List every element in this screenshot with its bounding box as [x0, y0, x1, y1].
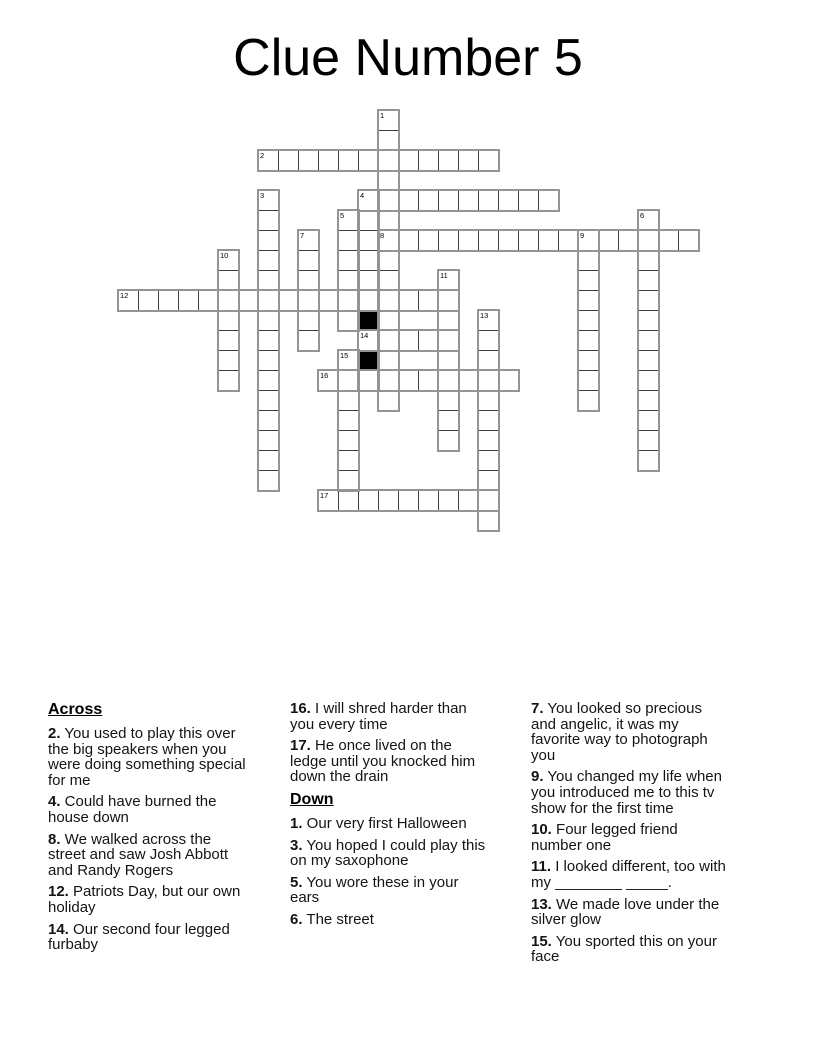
grid-cell[interactable] — [338, 450, 359, 471]
clue-text: You hoped I could play this on my saxophone — [290, 836, 486, 870]
cell-number: 5 — [340, 210, 345, 220]
grid-cell[interactable] — [378, 110, 399, 131]
grid-cell[interactable] — [358, 250, 379, 271]
black-cell — [358, 310, 379, 331]
grid-cell[interactable] — [498, 370, 519, 391]
grid-cell[interactable] — [258, 210, 279, 231]
grid-cell[interactable] — [418, 330, 439, 351]
grid-cell[interactable] — [198, 290, 219, 311]
puzzle-title: Clue Number 5 — [233, 29, 583, 87]
grid-cell[interactable] — [398, 290, 419, 311]
clue-number: 2. — [48, 725, 61, 742]
cell-number: 4 — [360, 190, 365, 200]
grid-cell[interactable] — [678, 230, 699, 251]
grid-cell[interactable] — [338, 290, 359, 311]
grid-cell[interactable] — [578, 250, 599, 271]
grid-cell[interactable] — [398, 490, 419, 511]
clue — [290, 816, 490, 832]
grid-cell[interactable] — [478, 450, 499, 471]
grid-cell[interactable] — [338, 310, 359, 331]
grid-cell[interactable] — [438, 350, 459, 371]
clue-text: You looked so precious and angelic, it was my favorite way to photograph you — [531, 700, 708, 764]
grid-cell[interactable] — [298, 290, 319, 311]
grid-cell[interactable] — [338, 370, 359, 391]
grid-cell[interactable] — [438, 370, 459, 391]
grid-cell[interactable] — [478, 510, 499, 531]
clue-number: 7. — [531, 700, 544, 717]
grid-cell[interactable] — [538, 190, 559, 211]
clue — [531, 822, 731, 853]
grid-cell[interactable] — [378, 390, 399, 411]
grid-cell[interactable] — [338, 410, 359, 431]
cell-number: 7 — [300, 230, 305, 240]
grid-cell[interactable] — [378, 310, 399, 331]
grid-cell[interactable] — [558, 230, 579, 251]
grid-cell[interactable] — [318, 150, 339, 171]
grid-cell[interactable] — [338, 490, 359, 511]
grid-cell[interactable] — [118, 290, 139, 311]
grid-cell[interactable] — [258, 330, 279, 351]
grid-cell[interactable] — [578, 310, 599, 331]
grid-cell[interactable] — [318, 290, 339, 311]
clue-text: Could have burned the house down — [48, 793, 217, 826]
grid-cell[interactable] — [358, 190, 379, 211]
grid-cell[interactable] — [398, 150, 419, 171]
grid-cell[interactable] — [638, 210, 659, 231]
grid-cell[interactable] — [358, 290, 379, 311]
grid-cell[interactable] — [478, 230, 499, 251]
grid-cell[interactable] — [478, 190, 499, 211]
grid-cell[interactable] — [398, 190, 419, 211]
grid-cell[interactable] — [318, 490, 339, 511]
grid-cell[interactable] — [138, 290, 159, 311]
cell-number: 6 — [640, 210, 645, 220]
grid-cell[interactable] — [378, 370, 399, 391]
grid-cell[interactable] — [638, 430, 659, 451]
grid-cell[interactable] — [378, 270, 399, 291]
cell-number: 1 — [380, 110, 385, 120]
clue-text: The street — [302, 910, 374, 928]
clue-number: 17. — [290, 737, 311, 755]
clue-number: 10. — [531, 821, 552, 839]
grid-cell[interactable] — [478, 490, 499, 511]
clue — [290, 912, 490, 928]
grid-cell[interactable] — [358, 490, 379, 511]
clue-text: Our second four legged furbaby — [48, 920, 230, 954]
clues-column-3 — [531, 701, 731, 971]
grid-cell[interactable] — [378, 190, 399, 211]
grid-cell[interactable] — [298, 270, 319, 291]
grid-cell[interactable] — [658, 230, 679, 251]
grid-cell[interactable] — [578, 270, 599, 291]
clue — [48, 726, 248, 788]
grid-cell[interactable] — [258, 450, 279, 471]
grid-cell[interactable] — [378, 230, 399, 251]
clue-text: Our very first Halloween — [302, 814, 467, 832]
cell-number: 8 — [380, 230, 385, 240]
grid-cell[interactable] — [378, 290, 399, 311]
grid-cell[interactable] — [298, 330, 319, 351]
clue-text: He once lived on the ledge until you knocked him down the drain — [290, 737, 476, 786]
grid-cell[interactable] — [258, 230, 279, 251]
grid-cell[interactable] — [638, 390, 659, 411]
clue-text: Patriots Day, but our own holiday — [48, 883, 241, 916]
grid-cell[interactable] — [258, 430, 279, 451]
grid-cell[interactable] — [438, 310, 459, 331]
grid-cell[interactable] — [358, 270, 379, 291]
grid-cell[interactable] — [438, 330, 459, 351]
grid-cell[interactable] — [178, 290, 199, 311]
grid-cell[interactable] — [438, 490, 459, 511]
cell-number: 17 — [320, 490, 329, 500]
grid-cell[interactable] — [378, 350, 399, 371]
clue-number: 8. — [48, 830, 61, 848]
cell-number: 14 — [360, 330, 369, 340]
grid-cell[interactable] — [378, 490, 399, 511]
grid-cell[interactable] — [478, 370, 499, 391]
grid-cell[interactable] — [338, 210, 359, 231]
grid-cell[interactable] — [478, 410, 499, 431]
clue-number: 15. — [531, 932, 552, 950]
grid-cell[interactable] — [258, 350, 279, 371]
clue-number: 4. — [48, 793, 61, 811]
grid-cell[interactable] — [458, 190, 479, 211]
grid-cell[interactable] — [438, 270, 459, 291]
clue-number: 16. — [290, 700, 311, 717]
clue — [48, 794, 248, 825]
grid-cell[interactable] — [478, 310, 499, 331]
grid-cell[interactable] — [578, 330, 599, 351]
crossword-grid — [118, 110, 700, 532]
grid-cell[interactable] — [358, 370, 379, 391]
grid-cell[interactable] — [218, 250, 239, 271]
clue-number: 12. — [48, 883, 69, 901]
grid-cell[interactable] — [338, 270, 359, 291]
cell-number: 11 — [440, 270, 448, 280]
grid-cell[interactable] — [258, 410, 279, 431]
clue-number: 1. — [290, 814, 303, 832]
clue — [290, 701, 490, 732]
grid-cell[interactable] — [298, 150, 319, 171]
grid-cell[interactable] — [158, 290, 179, 311]
grid-cell[interactable] — [418, 150, 439, 171]
grid-cell[interactable] — [478, 430, 499, 451]
grid-cell[interactable] — [258, 290, 279, 311]
grid-cell[interactable] — [638, 330, 659, 351]
cell-number: 15 — [340, 350, 349, 360]
clue — [531, 934, 731, 965]
grid-cell[interactable] — [578, 390, 599, 411]
clue-number: 14. — [48, 920, 69, 938]
grid-cell[interactable] — [458, 370, 479, 391]
grid-cell[interactable] — [478, 330, 499, 351]
cell-number: 16 — [320, 370, 329, 380]
grid-cell[interactable] — [438, 150, 459, 171]
cell-number: 13 — [480, 310, 489, 320]
grid-cell[interactable] — [478, 150, 499, 171]
clue — [531, 701, 731, 763]
grid-cell[interactable] — [618, 230, 639, 251]
grid-cell[interactable] — [218, 370, 239, 391]
grid-cell[interactable] — [438, 390, 459, 411]
grid-cell[interactable] — [598, 230, 619, 251]
grid-cell[interactable] — [298, 250, 319, 271]
grid-cell[interactable] — [258, 150, 279, 171]
clue — [290, 738, 490, 785]
grid-cell[interactable] — [578, 230, 599, 251]
grid-cell[interactable] — [378, 330, 399, 351]
grid-cell[interactable] — [278, 150, 299, 171]
grid-cell[interactable] — [438, 430, 459, 451]
clue-text: We made love under the silver glow — [531, 895, 720, 929]
grid-cell[interactable] — [378, 250, 399, 271]
grid-cell[interactable] — [218, 350, 239, 371]
clues-column-1 — [48, 701, 248, 959]
grid-cell[interactable] — [298, 230, 319, 251]
grid-cell[interactable] — [398, 230, 419, 251]
grid-cell[interactable] — [438, 230, 459, 251]
grid-cell[interactable] — [458, 490, 479, 511]
grid-cell[interactable] — [418, 490, 439, 511]
grid-cell[interactable] — [218, 330, 239, 351]
grid-cell[interactable] — [458, 230, 479, 251]
clue-number: 6. — [290, 910, 303, 928]
clue — [48, 922, 248, 953]
grid-cell[interactable] — [418, 230, 439, 251]
grid-cell[interactable] — [338, 250, 359, 271]
clue-text: I looked different, too with my ________ _____. — [531, 858, 726, 891]
grid-cell[interactable] — [638, 310, 659, 331]
grid-cell[interactable] — [638, 290, 659, 311]
grid-cell[interactable] — [378, 170, 399, 191]
grid-cell[interactable] — [258, 270, 279, 291]
grid-cell[interactable] — [418, 290, 439, 311]
grid-cell[interactable] — [418, 370, 439, 391]
black-cell — [358, 350, 379, 371]
clue-section-header: Down — [290, 790, 334, 808]
grid-cell[interactable] — [438, 410, 459, 431]
grid-cell[interactable] — [638, 250, 659, 271]
grid-cell[interactable] — [258, 190, 279, 211]
clue — [48, 884, 248, 915]
grid-cell[interactable] — [638, 270, 659, 291]
grid-cell[interactable] — [438, 290, 459, 311]
grid-cell[interactable] — [258, 370, 279, 391]
clue-text: You used to play this over the big speakers when you were doing something special for me — [48, 725, 246, 789]
clue-text: I will shred harder than you every time — [290, 700, 467, 733]
grid-cell[interactable] — [478, 470, 499, 491]
grid-cell[interactable] — [218, 290, 239, 311]
grid-cell[interactable] — [638, 230, 659, 251]
grid-cell[interactable] — [518, 230, 539, 251]
grid-cell[interactable] — [258, 470, 279, 491]
clue-section-header: Across — [48, 701, 103, 718]
grid-cell[interactable] — [578, 370, 599, 391]
clue — [290, 838, 490, 869]
clue — [290, 875, 490, 906]
clue-number: 5. — [290, 873, 303, 891]
grid-cell[interactable] — [638, 370, 659, 391]
grid-cell[interactable] — [638, 450, 659, 471]
clue — [48, 832, 248, 879]
clue-number: 3. — [290, 836, 303, 854]
grid-cell[interactable] — [358, 210, 379, 231]
grid-cell[interactable] — [538, 230, 559, 251]
grid-cell[interactable] — [218, 270, 239, 291]
cell-number: 10 — [220, 250, 229, 260]
clue-text: Four legged friend number one — [531, 821, 678, 854]
grid-cell[interactable] — [578, 350, 599, 371]
grid-cell[interactable] — [398, 330, 419, 351]
clue-text: You sported this on your face — [531, 932, 717, 966]
grid-cell[interactable] — [378, 150, 399, 171]
grid-cell[interactable] — [258, 390, 279, 411]
clue-text: You wore these in your ears — [290, 873, 459, 907]
grid-cell[interactable] — [518, 190, 539, 211]
grid-cell[interactable] — [578, 290, 599, 311]
grid-cell[interactable] — [478, 350, 499, 371]
grid-cell[interactable] — [358, 230, 379, 251]
clue-number: 13. — [531, 895, 552, 913]
cell-number: 12 — [120, 290, 129, 300]
grid-cell[interactable] — [338, 430, 359, 451]
clue-number: 11. — [531, 858, 552, 876]
grid-cell[interactable] — [338, 150, 359, 171]
grid-cell[interactable] — [318, 370, 339, 391]
grid-cell[interactable] — [338, 350, 359, 371]
grid-cell[interactable] — [338, 390, 359, 411]
grid-cell[interactable] — [458, 150, 479, 171]
grid-cell[interactable] — [638, 350, 659, 371]
grid-cell[interactable] — [438, 190, 459, 211]
grid-cell[interactable] — [358, 150, 379, 171]
grid-cell[interactable] — [418, 190, 439, 211]
clue — [531, 859, 731, 890]
cell-number: 3 — [260, 190, 265, 200]
grid-cell[interactable] — [218, 310, 239, 331]
clue-number: 9. — [531, 768, 544, 786]
clues-column-2 — [290, 701, 490, 934]
grid-cell[interactable] — [378, 130, 399, 151]
grid-cell[interactable] — [258, 250, 279, 271]
cell-number: 9 — [580, 230, 585, 240]
grid-cell[interactable] — [298, 310, 319, 331]
grid-cell[interactable] — [638, 410, 659, 431]
grid-cell[interactable] — [338, 230, 359, 251]
clue — [531, 897, 731, 928]
grid-cell[interactable] — [498, 190, 519, 211]
grid-cell[interactable] — [478, 390, 499, 411]
grid-cell[interactable] — [378, 210, 399, 231]
grid-cell[interactable] — [358, 330, 379, 351]
clue — [531, 769, 731, 816]
grid-cell[interactable] — [498, 230, 519, 251]
grid-cell[interactable] — [398, 370, 419, 391]
clue-text: We walked across the street and saw Josh Abbott and Randy Rogers — [48, 830, 229, 879]
grid-cell[interactable] — [258, 310, 279, 331]
clue-text: You changed my life when you introduced me to this tv show for the first time — [531, 768, 722, 817]
grid-cell[interactable] — [238, 290, 259, 311]
grid-cell[interactable] — [338, 470, 359, 491]
grid-cell[interactable] — [278, 290, 299, 311]
cell-number: 2 — [260, 150, 265, 160]
